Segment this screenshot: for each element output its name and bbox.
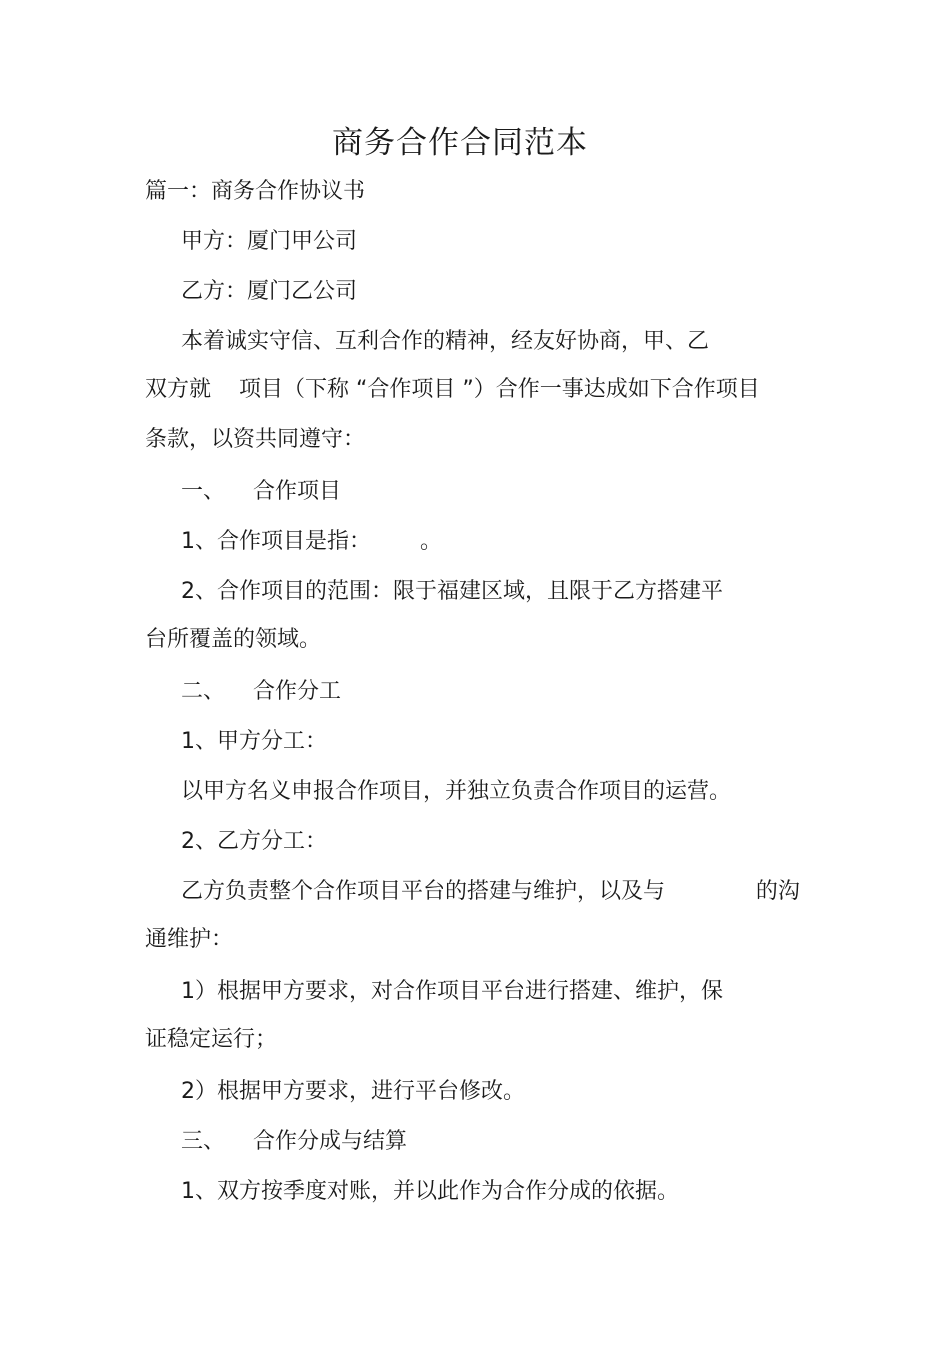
document-title: 商务合作合同范本 <box>332 125 588 161</box>
clause-item: 1、双方按季度对账，并以此作为合作分成的依据。 <box>181 1179 679 1204</box>
clause-item: 1、甲方分工： <box>181 729 327 754</box>
clause-item: 2、乙方分工： <box>181 829 327 854</box>
clause-heading-2: 二、 合作分工 <box>181 679 341 704</box>
party-a-line: 甲方：厦门甲公司 <box>181 229 358 254</box>
clause-body-continuation: 通维护： <box>145 927 234 952</box>
preamble-line-3: 条款，以资共同遵守： <box>145 427 366 452</box>
clause-body: 以甲方名义申报合作项目，并独立负责合作项目的运营。 <box>181 779 732 804</box>
clause-item-continuation: 台所覆盖的领域。 <box>145 627 322 652</box>
clause-item: 2、合作项目的范围：限于福建区域，且限于乙方搭建平 <box>181 579 723 604</box>
clause-item: 1、合作项目是指： 。 <box>181 529 442 554</box>
preamble-line-1: 本着诚实守信、互利合作的精神，经友好协商，甲、乙 <box>181 329 710 354</box>
section-heading: 篇一：商务合作协议书 <box>145 179 366 204</box>
clause-body: 乙方负责整个合作项目平台的搭建与维护，以及与 的沟 <box>181 879 800 904</box>
party-b-line: 乙方：厦门乙公司 <box>181 279 358 304</box>
clause-heading-1: 一、 合作项目 <box>181 479 341 504</box>
preamble-line-2: 双方就 项目（下称 “合作项目 ”）合作一事达成如下合作项目 <box>145 377 760 402</box>
clause-subitem: 1）根据甲方要求，对合作项目平台进行搭建、维护，保 <box>181 979 723 1004</box>
clause-subitem: 2）根据甲方要求，进行平台修改。 <box>181 1079 525 1104</box>
clause-subitem-continuation: 证稳定运行； <box>145 1027 278 1052</box>
clause-heading-3: 三、 合作分成与结算 <box>181 1129 407 1154</box>
